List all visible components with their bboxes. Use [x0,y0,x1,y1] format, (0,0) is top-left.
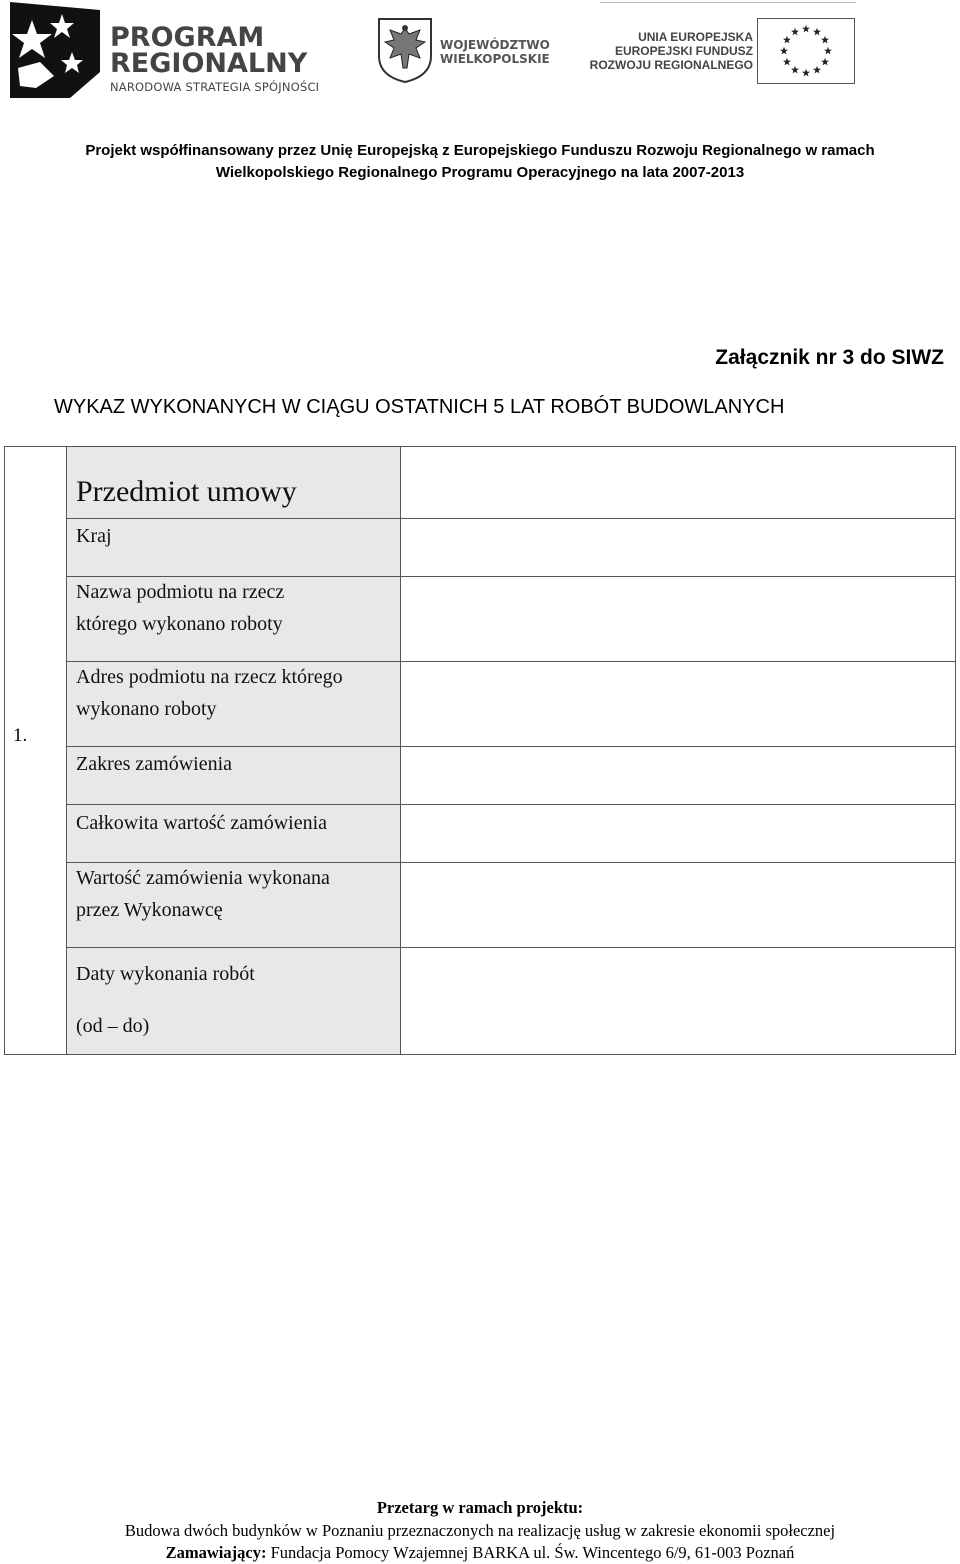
works-table [4,446,956,1055]
eu-star-icon [821,36,829,44]
eu-logo-line1: UNIA EUROPEJSKA [638,30,753,44]
eu-star-icon [791,28,799,36]
label-nazwa-podmiotu-line2: którego wykonano roboty [76,613,283,635]
label-kraj [76,520,112,552]
value-cell-kraj[interactable] [401,519,955,576]
value-cell-wartosc-wykonana[interactable] [401,863,955,947]
footer-project-name: Budowa dwóch budynków w Poznaniu przeznaczonych na realizację usług w zakresie ekonomii społecznej [124,1521,836,1540]
value-cell-adres-podmiotu[interactable] [401,662,955,746]
eu-logo-line3: ROZWOJU REGIONALNEGO [589,58,753,72]
value-cell-daty-wykonania[interactable] [401,948,955,1053]
program-logo-line2: REGIONALNY [110,48,308,79]
label-nazwa-podmiotu-line1: Nazwa podmiotu na rzecz [76,581,285,603]
eagle-shield-icon [376,16,434,84]
label-column [67,447,401,1054]
footer-contracting-label: Zamawiający: [165,1543,267,1562]
wielkopolska-logo [376,16,576,86]
eu-star-icon [821,58,829,66]
eu-star-icon [802,25,810,33]
label-nazwa-podmiotu [76,576,284,640]
label-daty-wykonania-line1: Daty wykonania robót [76,963,255,985]
funding-line-2: Wielkopolskiego Regionalnego Programu Operacyjnego na lata 2007-2013 [215,164,745,181]
label-kraj-line1: Kraj [76,525,112,547]
label-zakres-zamowienia [76,748,232,780]
label-adres-podmiotu-line1: Adres podmiotu na rzecz którego [76,666,343,688]
label-daty-wykonania-line2: (od – do) [76,1015,150,1037]
footer-tender-label: Przetarg w ramach projektu: [376,1498,584,1517]
region-logo-line2: WIELKOPOLSKIE [440,52,550,66]
eu-star-icon [813,66,821,74]
header-rule [600,2,856,3]
value-cell-calkowita-wartosc[interactable] [401,805,955,862]
label-wartosc-wykonana-line2: przez Wykonawcę [76,899,223,921]
label-wartosc-wykonana-line1: Wartość zamówienia wykonana [76,867,330,889]
label-daty-wykonania [76,948,255,1052]
table-header-label: Przedmiot umowy [76,475,297,508]
region-logo-line1: WOJEWÓDZTWO [440,38,550,52]
value-cell-nazwa-podmiotu[interactable] [401,577,955,661]
eu-star-icon [783,58,791,66]
value-cell-header[interactable] [401,447,955,518]
eu-star-icon [824,47,832,55]
program-regionalny-star-icon [10,2,100,100]
label-calkowita-wartosc [76,807,327,839]
program-regionalny-logo [10,2,330,100]
footer-contracting-party [0,1543,960,1563]
row-number-cell [5,447,67,1054]
eu-flag-stars-icon [757,18,855,84]
eu-star-icon [802,69,810,77]
program-logo-line1: PROGRAM [110,22,265,53]
eu-star-icon [791,66,799,74]
eu-star-icon [813,28,821,36]
eu-logo-line2: EUROPEJSKI FUNDUSZ [614,44,753,58]
eu-star-icon [783,36,791,44]
attachment-label: Załącznik nr 3 do SIWZ [715,346,944,369]
label-wartosc-wykonana [76,862,330,926]
label-adres-podmiotu [76,661,343,725]
row-number: 1. [13,725,28,746]
eu-logo [589,18,857,84]
page-title: WYKAZ WYKONANYCH W CIĄGU OSTATNICH 5 LAT ROBÓT BUDOWLANYCH [54,396,785,418]
label-zakres-zamowienia-line1: Zakres zamówienia [76,753,233,775]
label-adres-podmiotu-line2: wykonano roboty [76,698,217,720]
value-cell-zakres-zamowienia[interactable] [401,747,955,804]
funding-line-1: Projekt współfinansowany przez Unię Europejską z Europejskiego Funduszu Rozwoju Regionalnego w ramach [85,142,875,159]
footer-contracting-value: Fundacja Pomocy Wzajemnej BARKA ul. Św. Wincentego 6/9, 61-003 Poznań [266,1543,795,1562]
eu-star-icon [780,47,788,55]
label-calkowita-wartosc-line1: Całkowita wartość zamówienia [76,812,328,834]
program-logo-line3: NARODOWA STRATEGIA SPÓJNOŚCI [110,80,320,94]
